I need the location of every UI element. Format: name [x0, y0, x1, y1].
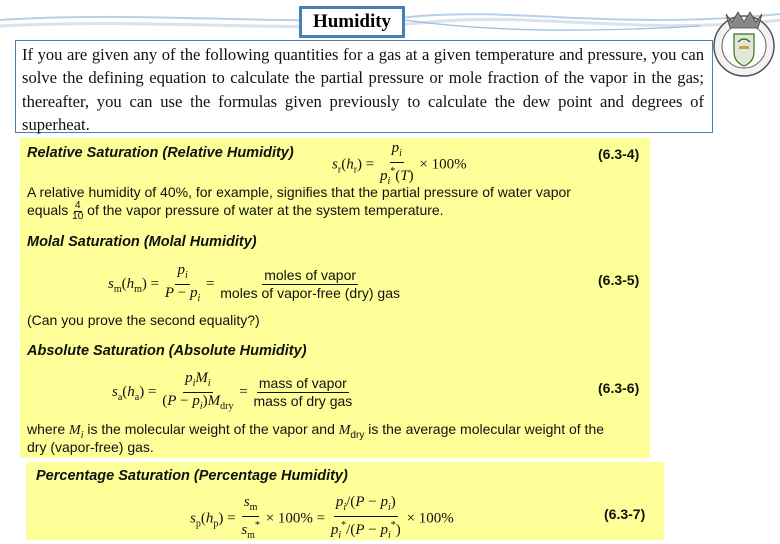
- molal-saturation-equation: $s_m(h_m)$ = $\frac{p_i}{P - p_i}$ = $\frac{\text{moles of vapor}}{\text{moles of vapor-free (dry) gas}}$: [108, 262, 400, 304]
- percentage-saturation-equation: $s_p(h_p)$ = $\frac{s_m}{s_m^*}$ × 100% = $\frac{p_i/(P - p_i)}{p_i^*/(P - p_i^*)}$ × 100%: [190, 494, 454, 541]
- intro-paragraph: If you are given any of the following quantities for a gas at a given temperature and pressure, you can solve the defining equation to calculate the partial pressure or mole fraction of the vapor in the gas; thereafter, you can use the formulas given previously to calculate the dew point and degrees of superheat.: [15, 40, 713, 133]
- equation-number-6-3-7: (6.3-7): [604, 506, 646, 522]
- percentage-saturation-panel: [26, 462, 664, 540]
- equations-panel: [20, 138, 650, 458]
- slide-title: Humidity: [299, 6, 405, 38]
- molal-saturation-heading: Molal Saturation (Molal Humidity): [27, 234, 257, 250]
- absolute-saturation-heading: Absolute Saturation (Absolute Humidity): [27, 343, 307, 359]
- percentage-saturation-heading: Percentage Saturation (Percentage Humidity): [36, 468, 348, 484]
- absolute-where-line1: where $M_i$ is the molecular weight of the vapor and $M_{dry}$ is the average molecular weight of the: [27, 421, 605, 441]
- absolute-where-line2: dry (vapor-free) gas.: [27, 439, 154, 455]
- relative-note-line2: equals $\frac{4}{10}$ of the vapor pressure of water at the system temperature.: [27, 200, 444, 222]
- absolute-saturation-equation: $s_a(h_a)$ = $\frac{p_iM_i}{(P - p_i)M_{dry}}$ = $\frac{\text{mass of vapor}}{\text{mass of dry gas}}$: [112, 370, 353, 412]
- equation-number-6-3-4: (6.3-4): [598, 146, 640, 162]
- university-seal-icon: [712, 2, 776, 82]
- relative-saturation-equation: $s_r(h_r)$ = $\frac{p_i}{p_i^*(T)}$ × 100%: [332, 140, 467, 187]
- relative-saturation-heading: Relative Saturation (Relative Humidity): [27, 145, 294, 161]
- relative-note-line1: A relative humidity of 40%, for example, signifies that the partial pressure of water vapor: [27, 184, 571, 200]
- molal-question: (Can you prove the second equality?): [27, 312, 260, 328]
- equation-number-6-3-6: (6.3-6): [598, 380, 640, 396]
- equation-number-6-3-5: (6.3-5): [598, 272, 640, 288]
